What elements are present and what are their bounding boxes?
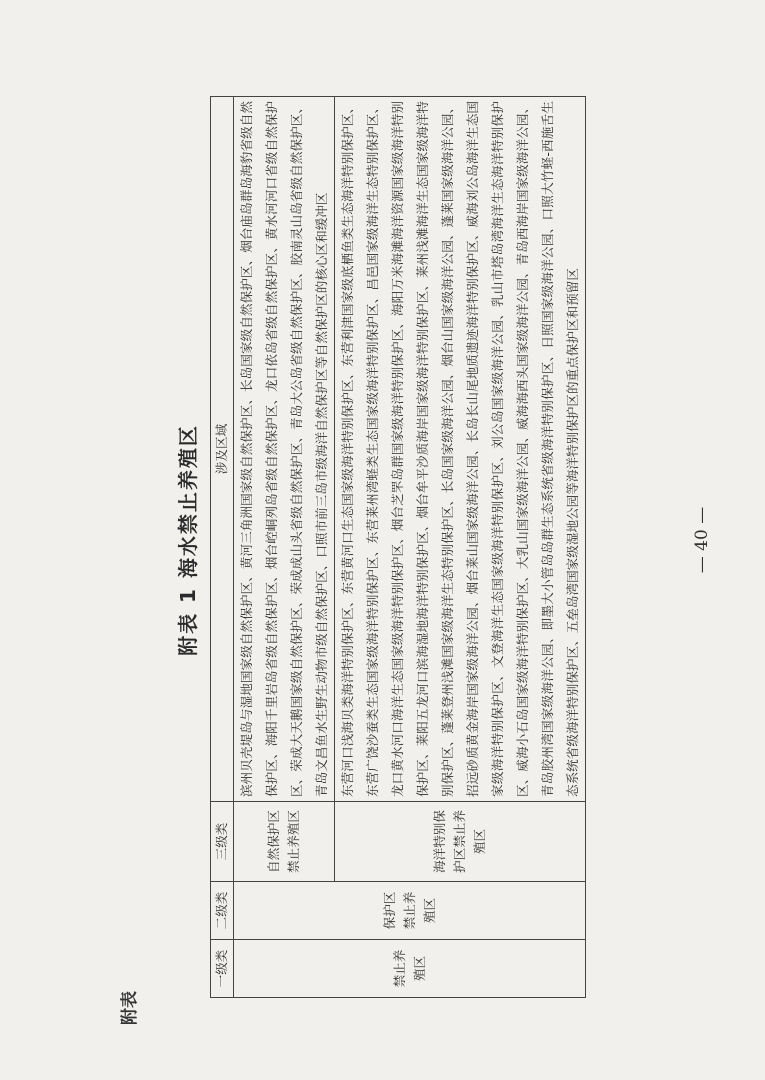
level3-cell: 海洋特别保护区禁止养殖区 [335, 802, 586, 882]
table-header-row [211, 97, 234, 998]
area-cell: 东营河口浅海贝类海洋特别保护区、东营黄河口生态国家级海洋特别保护区、东营利津国家级底栖鱼类生态海洋特别保护区、东营广饶沙蚕类生态国家级海洋特别保护区、东营莱州湾蛏类生态国家级海洋特别保护区、昌邑国家级海洋生态特别保护区、龙口黄水河口海洋生态国家级海洋特别保护区、烟台芝罘岛群国家级海洋特别保护区、海阳万米海滩海洋资源国家级海洋特别保护区、莱阳五龙河口滨海湿地海洋特别保护区、烟台牟平沙质海岸国家级海洋特别保护区、莱州浅滩海洋生态国家级海洋特别保护区、蓬莱登州浅滩国家级海洋生态特别保护区、长岛国家级海洋公园、烟台山国家级海洋公园、蓬莱国家级海洋公园、招远砂质黄金海岸国家级海洋公园、烟台莱山国家级海洋公园、长岛长山尾地质遗迹海洋特别保护区、威海刘公岛海洋生态国家级海洋特别保护区、文登海洋生态国家级海洋特别保护区、刘公岛国家级海洋公园、乳山市塔岛湾海洋生态海洋特别保护区、威海小石岛国家级海洋特别保护区、大乳山国家级海洋公园、威海海西头国家级海洋公园、青岛西海岸国家级海洋公园、青岛胶州湾国家级海洋公园、即墨大小管岛岛群生态系统省级海洋特别保护区、日照国家级海洋公园、口照大竹蛏-西施舌生态系统省级海洋特别保护区、五垒岛湾国家级湿地公园等海洋特别保护区的重点保护区和预留区 [335, 97, 586, 802]
header-area: 涉及区域 [211, 97, 234, 802]
appendix-label: 附表 [120, 991, 140, 1025]
page-title: 附表 1 海水禁止养殖区 [176, 424, 200, 656]
area-cell: 滨州贝壳堤岛与湿地国家级自然保护区、黄河三角洲国家级自然保护区、长岛国家级自然保护区、烟台庙岛群岛海豹省级自然保护区、海阳千里岩岛省级自然保护区、烟台崆峒列岛省级自然保护区、龙口依岛省级自然保护区、黄水河河口省级自然保护区、荣成大天鹅国家级自然保护区、荣成成山头省级自然保护区、青岛大公岛省级自然保护区、胶南灵山岛省级自然保护区、青岛文昌鱼水生野生动物市级自然保护区、口照市前三岛市级海洋自然保护区等自然保护区的核心区和缓冲区 [234, 97, 335, 802]
level2-cell: 保护区禁止养殖区 [234, 882, 586, 940]
prohibited-area-table [210, 96, 586, 998]
header-level2: 二级类 [211, 882, 234, 940]
header-level1: 一级类 [211, 940, 234, 998]
header-level3: 三级类 [211, 802, 234, 882]
table-row [234, 97, 335, 998]
level1-cell: 禁止养殖区 [234, 940, 586, 998]
page-number: — 40 — [692, 506, 712, 574]
table-row [335, 97, 586, 998]
level3-cell: 自然保护区禁止养殖区 [234, 802, 335, 882]
